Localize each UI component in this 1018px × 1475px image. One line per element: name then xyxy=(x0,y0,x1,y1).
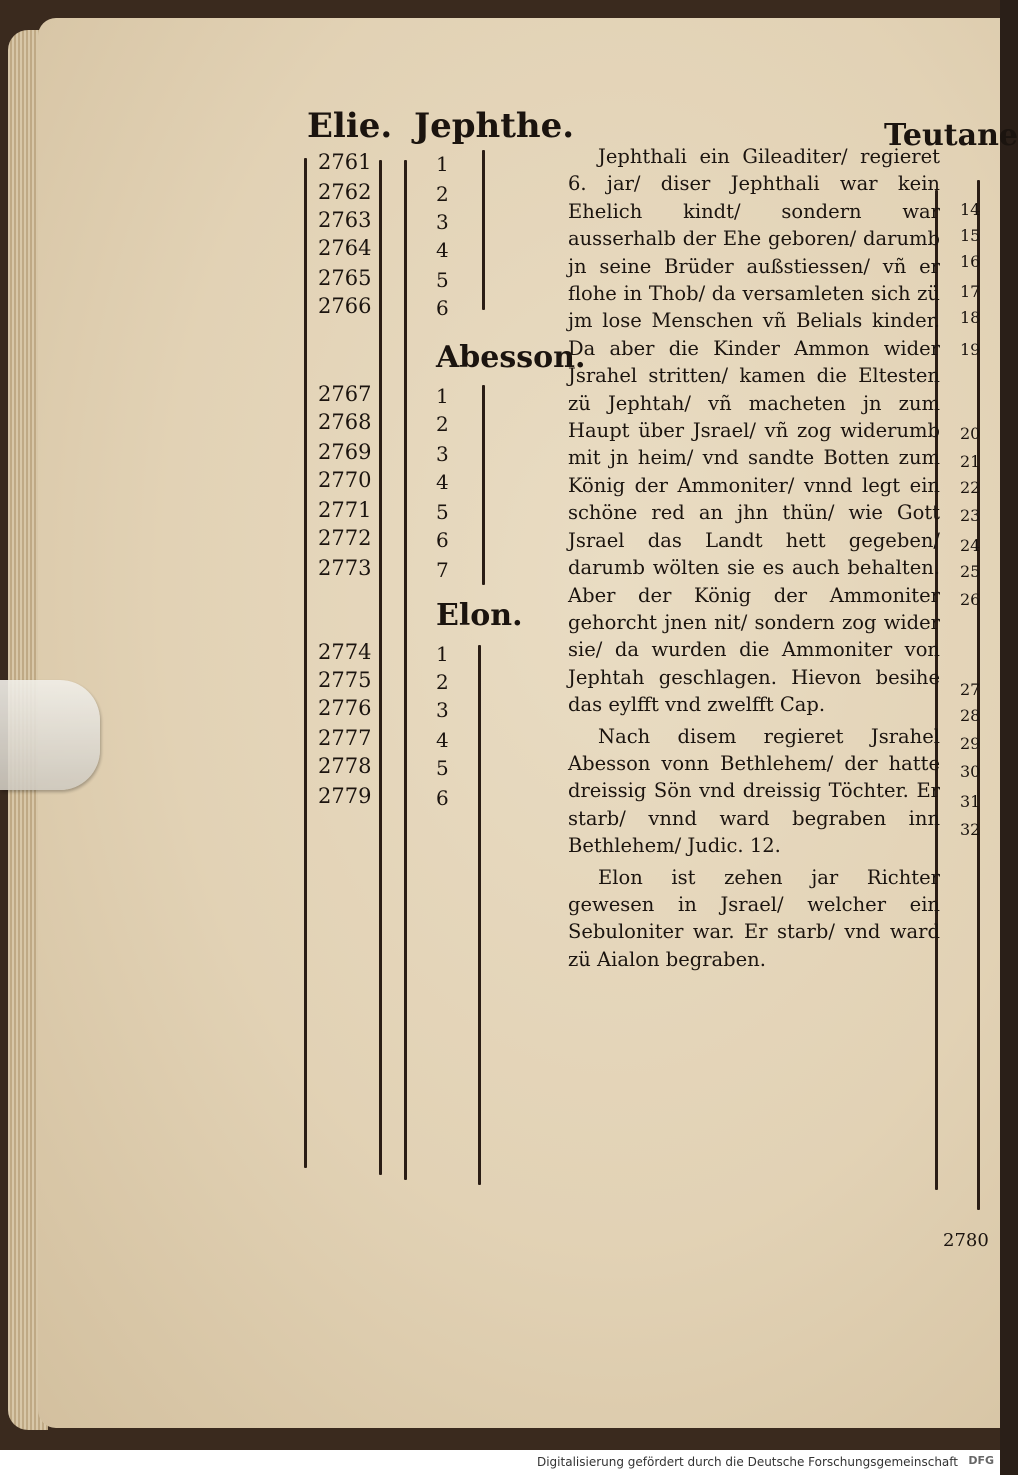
year-cell: 2777 xyxy=(318,726,372,750)
margin-number: 19 xyxy=(960,340,981,359)
year-cell: 2767 xyxy=(318,382,372,406)
reign-year-cell: 6 xyxy=(436,296,449,320)
reign-year-cell: 5 xyxy=(436,756,449,780)
year-cell: 2763 xyxy=(318,208,372,232)
reign-year-cell: 5 xyxy=(436,500,449,524)
reign-year-cell: 3 xyxy=(436,442,449,466)
margin-number: 25 xyxy=(960,562,981,581)
reign-year-cell: 3 xyxy=(436,698,449,722)
year-cell: 2771 xyxy=(318,498,372,522)
reign-year-cell: 2 xyxy=(436,182,449,206)
rule-year-right xyxy=(379,160,382,1175)
paragraph-abesson: Nach disem regieret Jsrahel Abesson vonn Bethlehem/ der hatte dreissig Sön vnd dreissig Töchter. Er starb/ vnnd ward begraben inn Bethlehem/ Judic. 12. xyxy=(568,724,940,858)
ruler-abesson: Abesson. xyxy=(436,340,586,375)
margin-number: 18 xyxy=(960,308,981,327)
year-cell: 2772 xyxy=(318,526,372,550)
year-cell: 2768 xyxy=(318,410,372,434)
reign-year-cell: 2 xyxy=(436,412,449,436)
margin-number: 28 xyxy=(960,706,981,725)
year-cell: 2773 xyxy=(318,556,372,580)
margin-number: 32 xyxy=(960,820,981,839)
year-cell: 2778 xyxy=(318,754,372,778)
year-cell: 2766 xyxy=(318,294,372,318)
margin-number: 16 xyxy=(960,252,981,271)
rule-reign-abesson xyxy=(482,385,485,585)
reign-year-cell: 1 xyxy=(436,642,449,666)
header-teutane: Teutane xyxy=(884,118,1018,153)
header-jephthe: Jephthe. xyxy=(414,106,575,146)
margin-number: 22 xyxy=(960,478,981,497)
margin-number: 24 xyxy=(960,536,981,555)
reign-year-cell: 2 xyxy=(436,670,449,694)
margin-number: 31 xyxy=(960,792,981,811)
margin-number: 29 xyxy=(960,734,981,753)
ruler-elon: Elon. xyxy=(436,598,523,633)
reign-year-cell: 7 xyxy=(436,558,449,582)
rule-reign-elon xyxy=(478,645,481,1185)
rule-reign-jephthe xyxy=(482,150,485,310)
paragraph-elon: Elon ist zehen jar Richter gewesen in Jsrael/ welcher ein Sebuloniter war. Er starb/ vnd ward zü Aialon begraben. xyxy=(568,865,940,971)
year-cell: 2764 xyxy=(318,236,372,260)
paragraph-jephthali: Jephthali ein Gileaditer/ regieret 6. jar/ diser Jephthali war kein Ehelich kindt/ sondern war ausserhalb der Ehe geboren/ darumb jn seine Brüder außstiessen/ vñ er flohe in Thob/ da versamleten sich zü jm lose Menschen vñ Belials kinder. Da aber die Kinder Ammon wider Jsrahel stritten/ kamen die Eltesten zü Jephtah/ vñ macheten jn zum Haupt über Jsrael/ vñ zog widerumb mit jn heim/ vnd sandte Botten zum König der Ammoniter/ vnnd legt ein schöne red an jhn thün/ wie Gott Jsrael das Landt hett gegeben/ darumb wölten sie es auch behalten. Aber der König der Ammoniter gehorcht jnen nit/ sondern zog wider sie/ da wurden die Ammoniter von Jephtah geschlagen. Hievon besihe das eylfft vnd zwelfft Cap. xyxy=(568,145,940,717)
reign-year-cell: 6 xyxy=(436,528,449,552)
year-cell: 2770 xyxy=(318,468,372,492)
dfg-logo: DFG xyxy=(968,1454,994,1467)
reign-year-cell: 1 xyxy=(436,384,449,408)
rule-left xyxy=(304,158,307,1168)
year-cell: 2762 xyxy=(318,180,372,204)
margin-number: 30 xyxy=(960,762,981,781)
reign-year-cell: 6 xyxy=(436,786,449,810)
footer-bar xyxy=(0,1450,1000,1475)
reign-year-cell: 1 xyxy=(436,152,449,176)
margin-number: 14 xyxy=(960,200,981,219)
margin-number: 26 xyxy=(960,590,981,609)
reign-year-cell: 4 xyxy=(436,238,449,262)
reign-year-cell: 5 xyxy=(436,268,449,292)
year-cell: 2769 xyxy=(318,440,372,464)
year-cell: 2761 xyxy=(318,150,372,174)
margin-number: 27 xyxy=(960,680,981,699)
reign-year-cell: 4 xyxy=(436,728,449,752)
year-cell: 2765 xyxy=(318,266,372,290)
year-cell: 2776 xyxy=(318,696,372,720)
header-elie: Elie. xyxy=(307,106,393,146)
year-cell: 2779 xyxy=(318,784,372,808)
margin-number: 23 xyxy=(960,506,981,525)
page-number: 2780 xyxy=(943,1230,989,1251)
main-text xyxy=(568,143,940,977)
reign-year-cell: 3 xyxy=(436,210,449,234)
page-clip xyxy=(0,680,100,790)
margin-number: 15 xyxy=(960,226,981,245)
reign-year-cell: 4 xyxy=(436,470,449,494)
margin-number: 21 xyxy=(960,452,981,471)
year-cell: 2774 xyxy=(318,640,372,664)
year-cell: 2775 xyxy=(318,668,372,692)
margin-number: 20 xyxy=(960,424,981,443)
rule-reign-left xyxy=(404,160,407,1180)
footer-credit: Digitalisierung gefördert durch die Deutsche Forschungsgemeinschaft xyxy=(536,1455,958,1469)
margin-number: 17 xyxy=(960,282,981,301)
